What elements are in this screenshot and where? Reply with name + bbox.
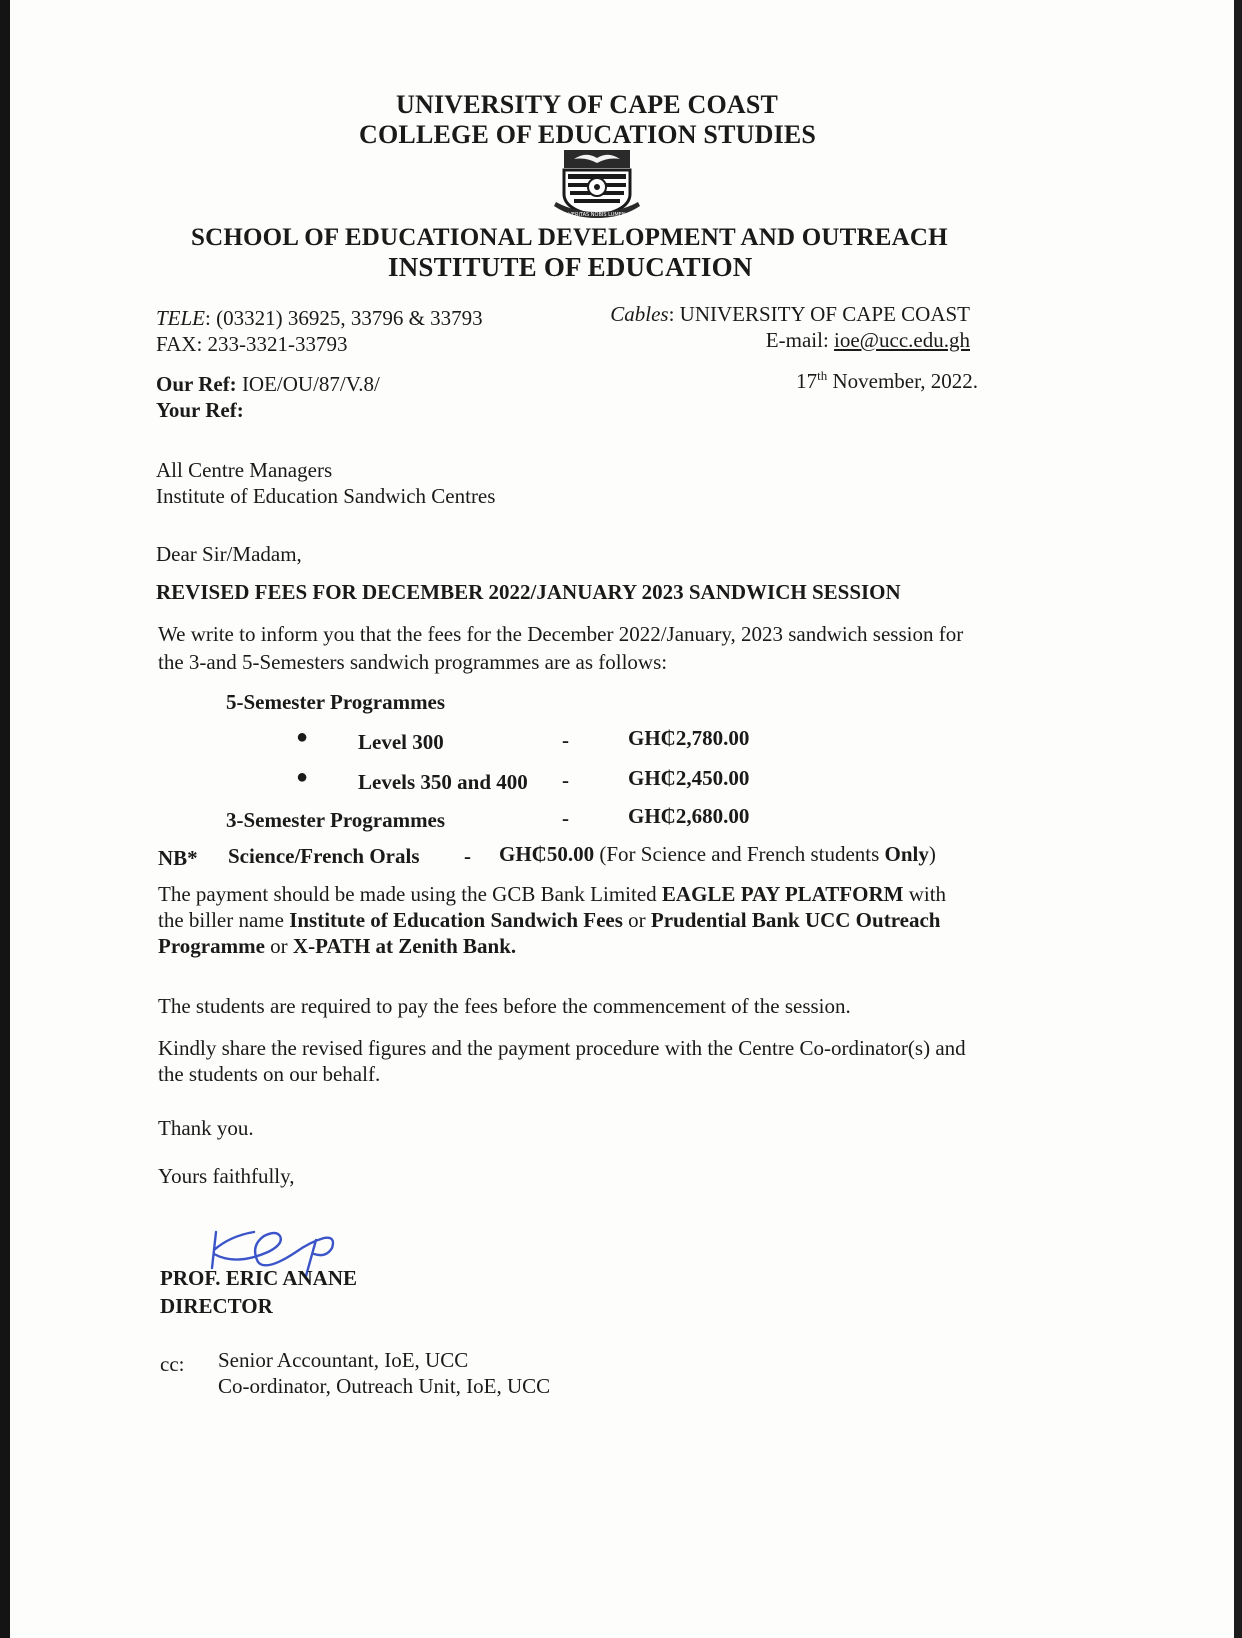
letter-date xyxy=(796,368,978,394)
school-name: SCHOOL OF EDUCATIONAL DEVELOPMENT AND OUTREACH xyxy=(191,224,948,251)
payment-line1 xyxy=(158,882,946,907)
email-line xyxy=(766,328,970,353)
x-path-zenith: X-PATH at Zenith Bank. xyxy=(292,934,517,958)
fee-item-dash: - xyxy=(562,728,569,752)
institute-name: INSTITUTE OF EDUCATION xyxy=(388,252,753,282)
nb-note-pre: (For Science and French students xyxy=(594,842,885,866)
eagle-pay-platform: EAGLE PAY PLATFORM xyxy=(661,882,904,906)
signatory-name: PROF. ERIC ANANE xyxy=(160,1266,357,1290)
cc-line2: Co-ordinator, Outreach Unit, IoE, UCC xyxy=(218,1374,551,1398)
email-label: E-mail: xyxy=(765,328,835,352)
nb-item: Science/French Orals xyxy=(228,844,420,868)
nb-label: NB* xyxy=(158,846,198,870)
crest-motto: VERITAS NOBIS LUMEN xyxy=(568,212,626,218)
email-link[interactable]: ioe@ucc.edu.gh xyxy=(834,328,970,352)
fee-item-label: Level 300 xyxy=(358,730,444,754)
salutation: Dear Sir/Madam, xyxy=(156,542,302,566)
fee-item-dash: - xyxy=(562,768,569,792)
three-semester-title: 3-Semester Programmes xyxy=(226,808,446,832)
our-ref-label: Our Ref: xyxy=(156,372,237,396)
scan-right-edge xyxy=(1234,0,1242,1638)
nb-amount: GH₵50.00 xyxy=(499,842,595,866)
scan-left-edge xyxy=(0,0,10,1638)
three-semester-amount: GH₵2,680.00 xyxy=(628,804,750,828)
five-semester-title: 5-Semester Programmes xyxy=(226,690,446,714)
intro-line1: We write to inform you that the fees for the December 2022/January, 2023 sandwich session for xyxy=(158,622,964,646)
share-line2: the students on our behalf. xyxy=(158,1062,381,1086)
date-rest: November, 2022. xyxy=(827,369,978,393)
nb-fee-line xyxy=(499,842,936,867)
recipient-line2: Institute of Education Sandwich Centres xyxy=(156,484,496,508)
nb-dash: - xyxy=(464,844,471,868)
cables-label: Cables xyxy=(610,302,669,326)
nb-note-post: ) xyxy=(928,842,936,866)
payment-text: the biller name xyxy=(158,908,290,932)
bullet-icon: ● xyxy=(296,726,309,748)
closing: Yours faithfully, xyxy=(158,1164,295,1188)
fax-line: FAX: 233-3321-33793 xyxy=(156,332,348,356)
fee-item-label: Levels 350 and 400 xyxy=(358,770,528,794)
cables-value: : UNIVERSITY OF CAPE COAST xyxy=(668,302,970,326)
nb-note-only: Only xyxy=(884,842,929,866)
university-crest-icon xyxy=(552,148,642,220)
prudential-programme: Programme xyxy=(158,934,265,958)
cc-line1: Senior Accountant, IoE, UCC xyxy=(218,1348,469,1372)
signatory-title: DIRECTOR xyxy=(160,1294,273,1318)
intro-line2: the 3-and 5-Semesters sandwich programmes are as follows: xyxy=(158,650,668,674)
three-semester-dash: - xyxy=(562,806,569,830)
our-ref-value: IOE/OU/87/V.8/ xyxy=(241,372,380,396)
payment-text: or xyxy=(622,908,651,932)
share-line1: Kindly share the revised figures and the payment procedure with the Centre Co-ordinator(s) and xyxy=(158,1036,966,1060)
college-name: COLLEGE OF EDUCATION STUDIES xyxy=(359,120,817,149)
biller-name: Institute of Education Sandwich Fees xyxy=(289,908,623,932)
payment-text: with xyxy=(903,882,947,906)
prudential-bank: Prudential Bank UCC Outreach xyxy=(650,908,941,932)
cables-line xyxy=(610,302,970,327)
thank-you: Thank you. xyxy=(158,1116,254,1140)
date-day: 17 xyxy=(796,369,818,393)
bullet-icon: ● xyxy=(296,766,309,788)
tele-value: : (03321) 36925, 33796 & 33793 xyxy=(205,306,483,330)
payment-line3 xyxy=(158,934,516,959)
letter-page xyxy=(10,0,1234,1638)
our-ref xyxy=(156,372,380,397)
recipient-line1: All Centre Managers xyxy=(156,458,333,482)
telephone-line xyxy=(156,306,483,331)
university-name: UNIVERSITY OF CAPE COAST xyxy=(396,90,779,119)
payment-text: or xyxy=(264,934,293,958)
payment-line2 xyxy=(158,908,940,933)
cc-label: cc: xyxy=(160,1352,185,1376)
fee-item-amount: GH₵2,450.00 xyxy=(628,766,750,790)
fee-item-amount: GH₵2,780.00 xyxy=(628,726,750,750)
deadline-sentence: The students are required to pay the fees before the commencement of the session. xyxy=(158,994,851,1018)
your-ref: Your Ref: xyxy=(156,398,244,422)
letter-subject: REVISED FEES FOR DECEMBER 2022/JANUARY 2023 SANDWICH SESSION xyxy=(156,580,901,604)
tele-label: TELE xyxy=(156,306,206,330)
payment-text: The payment should be made using the GCB Bank Limited xyxy=(158,882,662,906)
date-suffix: th xyxy=(817,368,828,383)
